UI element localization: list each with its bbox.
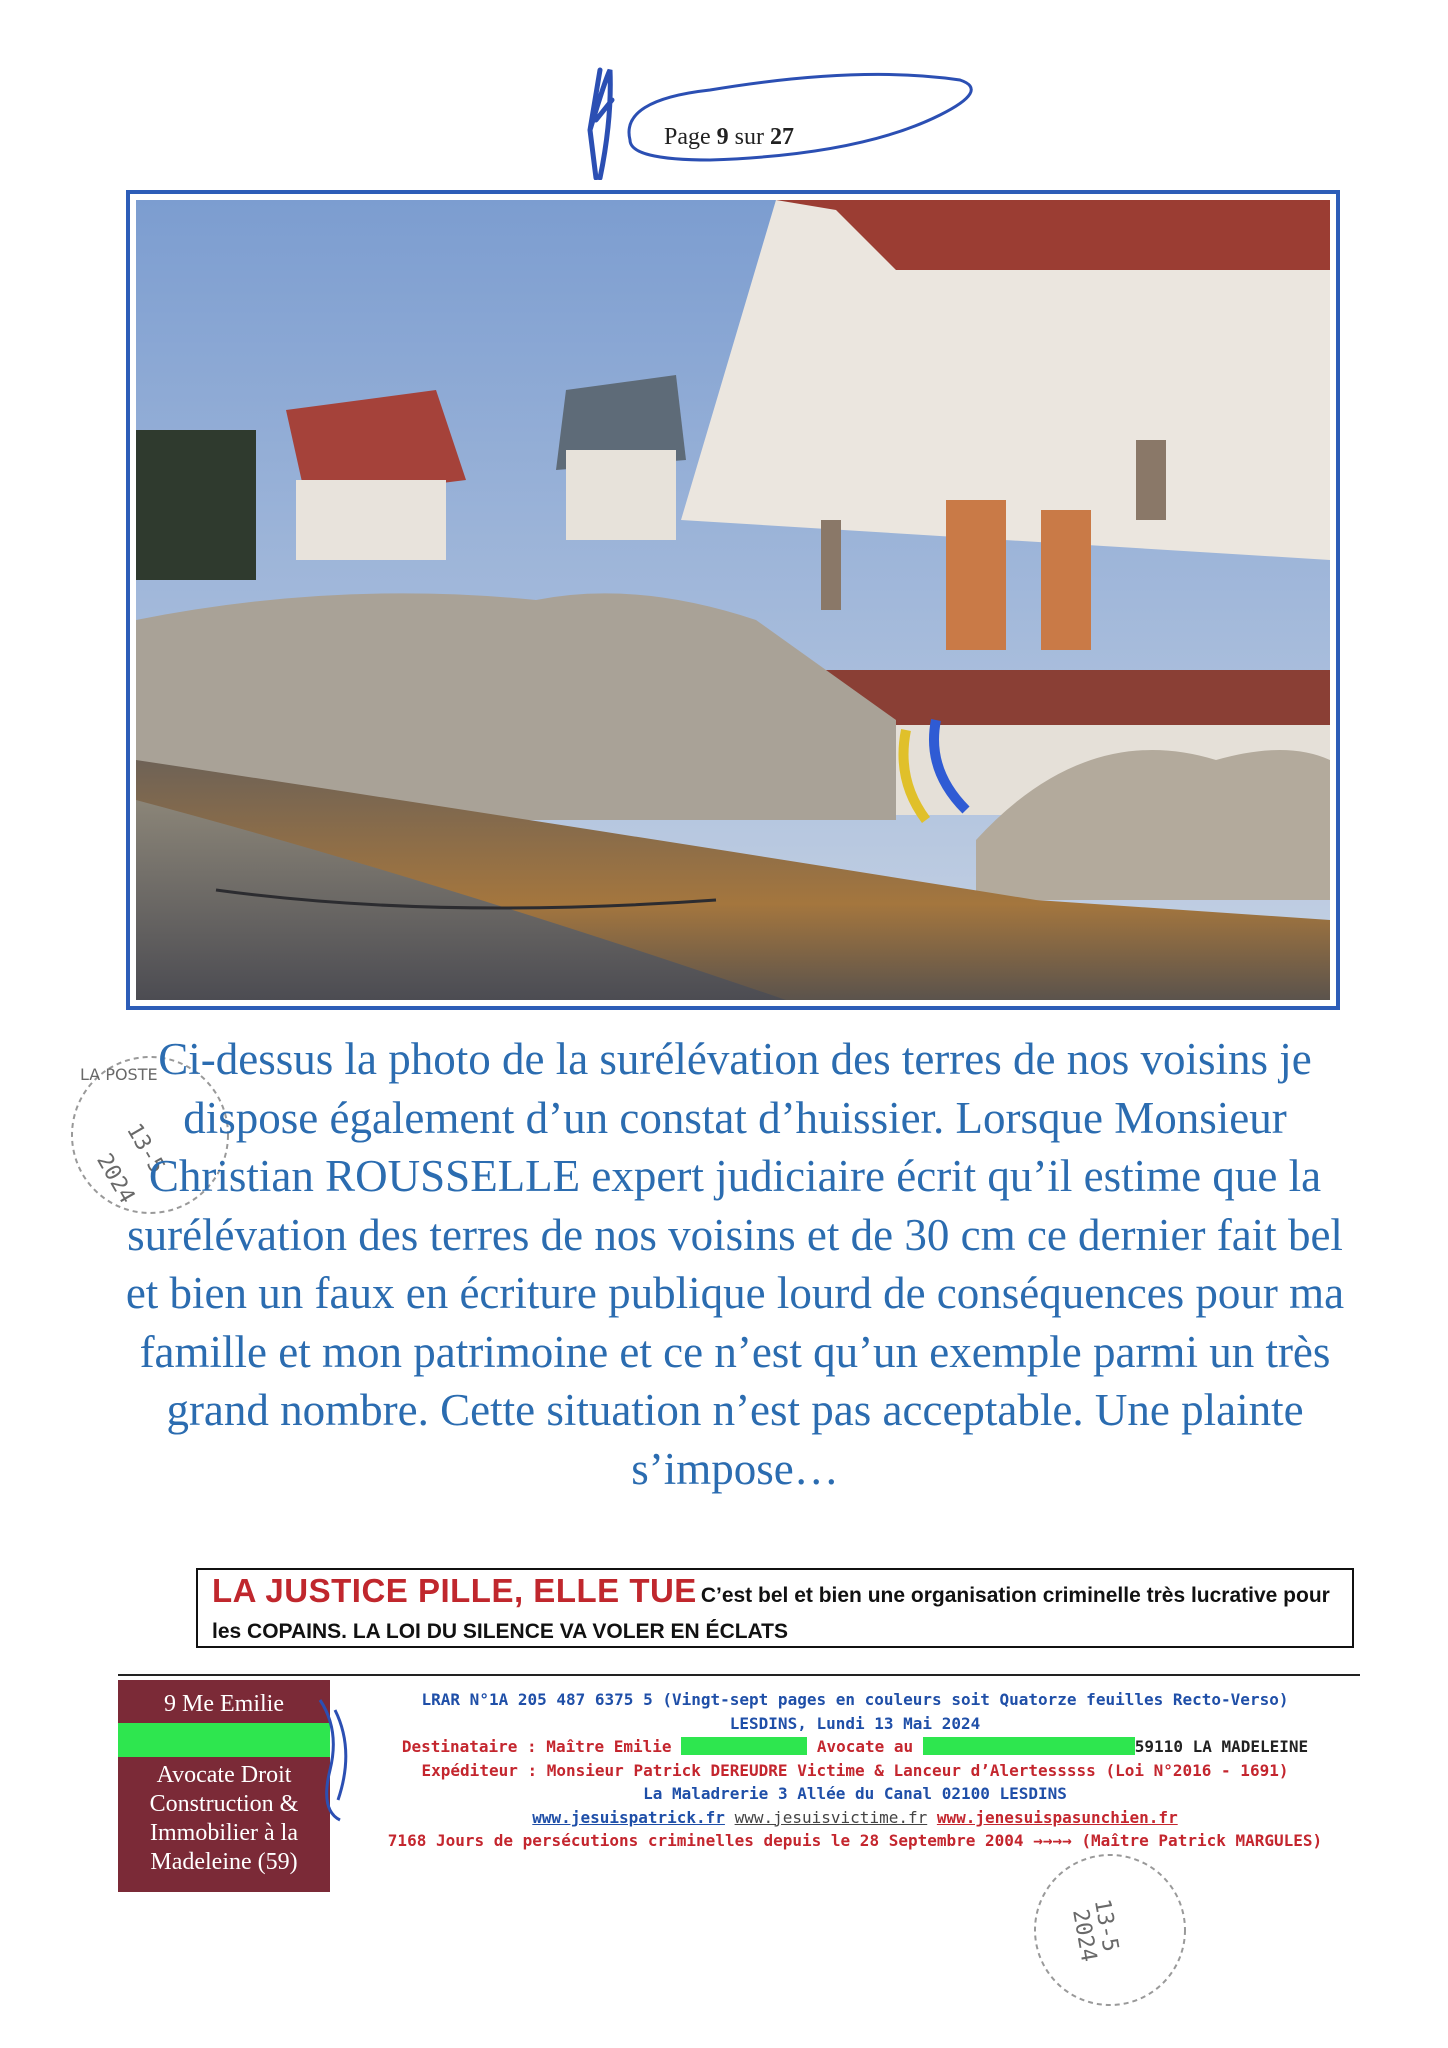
postal-stamp-right [1010,1840,1210,2020]
svg-text:13-5: 13-5 [1088,1897,1123,1954]
recipient-card [118,1680,330,1892]
svg-text:2024: 2024 [1067,1907,1101,1964]
slogan-title: LA JUSTICE PILLE, ELLE TUE [212,1572,697,1609]
slogan-box [196,1568,1354,1648]
svg-text:LA POSTE: LA POSTE [80,1065,158,1084]
photo-frame [126,190,1340,1010]
footer-recipient: Destinataire : Maître Emilie Avocate au 59110 LA MADELEINE [401,1737,1309,1756]
recipient-line: Madeleine (59) [150,1849,298,1875]
footer-address: La Maladrerie 3 Allée du Canal 02100 LESDINS [643,1784,1067,1803]
main-paragraph: Ci-dessus la photo de la surélévation des terres de nos voisins je dispose également d’un constat d’huissier. Lorsque Monsieur Christian ROUSSELLE expert judiciaire écrit qu’il estime que la surélévation des terres de nos voisins et de 30 cm ce dernier fait bel et bien un faux en écriture publique lourd de conséquences pour ma famille et mon patrimoine et ce n’est qu’un exemple parmi un très grand nombre. Cette situation n’est pas acceptable. Une plainte s’impose… [125,1034,1345,1494]
recipient-line: Construction & [149,1791,299,1817]
recipient-line: Avocate Droit [156,1762,292,1788]
link-jesuispatrick[interactable]: www.jesuispatrick.fr [532,1807,725,1827]
footer-days: 7168 Jours de persécutions criminelles depuis le 28 Septembre 2004 →→→→ (Maître Patrick MARGULES) [387,1831,1323,1850]
footer-sender: Expéditeur : Monsieur Patrick DEREUDRE Victime & Lanceur d’Alertesssss (Loi N°2016 - 1691) [421,1760,1289,1780]
footer-links [350,1806,1360,1830]
letter-footer [350,1688,1360,1853]
divider [118,1674,1360,1676]
link-jesuisvictime[interactable]: www.jesuisvictime.fr [734,1807,928,1827]
page-indicator: Page 9 sur 27 [664,124,794,150]
footer-lrar: LRAR N°1A 205 487 6375 5 (Vingt-sept pages en couleurs soit Quatorze feuilles Recto-Verso) [421,1690,1289,1709]
svg-text:13-5: 13-5 [121,1119,170,1178]
photo-earthworks [136,200,1330,1000]
link-jenesuispasunchien[interactable]: www.jenesuispasunchien.fr [936,1807,1178,1827]
recipient-line: Immobilier à la [150,1820,298,1846]
redaction-bar [681,1737,807,1755]
redaction-bar [118,1723,330,1757]
slogan-text: C’est bel et bien une organisation criminelle très lucrative pour les COPAINS. LA LOI DU SILENCE VA VOLER EN ÉCLATS [212,1584,1330,1643]
recipient-name: 9 Me Emilie [164,1691,284,1717]
signature-scribble [560,60,980,180]
footer-date: LESDINS, Lundi 13 Mai 2024 [729,1713,981,1733]
redaction-bar [923,1737,1135,1755]
svg-text:2024: 2024 [91,1149,140,1208]
